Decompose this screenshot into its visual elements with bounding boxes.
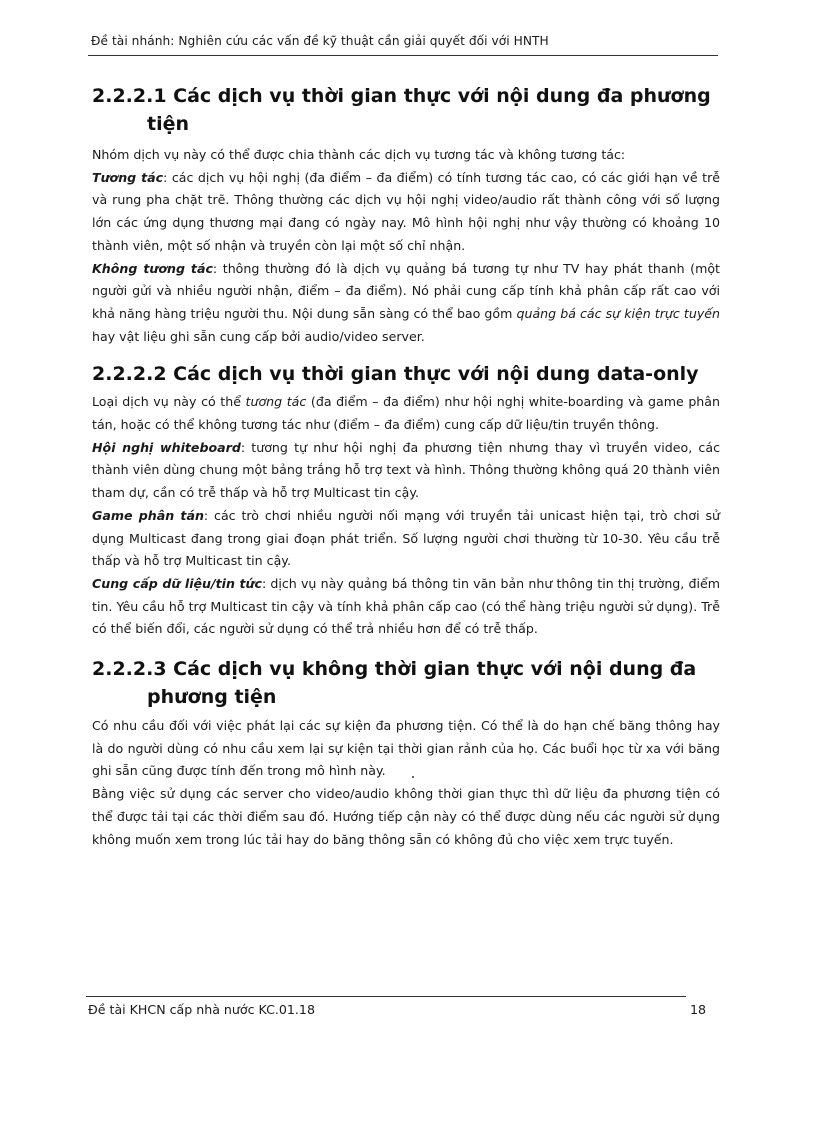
document-body <box>92 82 720 851</box>
page-number: 18 <box>690 1002 707 1017</box>
paragraph-text: : tương tự như hội nghị đa phương tiện nhưng thay vì truyền video, các thành viên dùng chung một bảng trắng hỗ trợ text và hình. Thông thường không quá 20 thành viên tham dự, cần có trễ thấp và hỗ trợ Multicast tin cậy. <box>92 439 720 501</box>
paragraph <box>92 505 720 573</box>
paragraph: Bằng việc sử dụng các server cho video/audio không thời gian thực thì dữ liệu đa phương tiện có thể được tải tại các thời điểm sau đó. Hướng tiếp cận này có thể được dùng nếu các người sử dụng không muốn xem trong lúc tải hay do băng thông sẵn có không đủ cho việc xem trực tuyến. <box>92 786 720 847</box>
italic-phrase: tương tác <box>245 394 307 410</box>
term-label: Tương tác <box>92 169 164 185</box>
heading-line-1: 2.2.2.1 Các dịch vụ thời gian thực với nội dung đa phương <box>92 85 711 107</box>
section-heading-2-2-2-3 <box>92 655 720 711</box>
paragraph <box>92 573 720 641</box>
footer-project-label: Đề tài KHCN cấp nhà nước KC.01.18 <box>88 1002 315 1017</box>
term-label: Game phân tán <box>92 507 204 523</box>
paragraph-text: : các dịch vụ hội nghị (đa điểm – đa điểm) có tính tương tác cao, có các giới hạn về trễ và rung pha chặt trẽ. Thông thường các dịch vụ hội nghị video/audio rất thành công với số lượng lớn các ứng dụng thương mại đang có ngày nay. Mô hình hội nghị như vậy thường có khoảng 10 thành viên, một số nhận và truyền còn lại một số chỉ nhận. <box>92 169 720 253</box>
paragraph-text: (đa điểm – đa điểm) như hội nghị white-boarding và game phân tán, hoặc có thể không tương tác như (điểm – đa điểm) cung cấp dữ liệu/tin truyền thông. <box>92 394 720 433</box>
paragraph <box>92 258 720 349</box>
header-divider <box>88 55 718 56</box>
scan-speck <box>412 776 414 778</box>
paragraph: Có nhu cầu đối với việc phát lại các sự kiện đa phương tiện. Có thể là do hạn chế băng thông hay là do người dùng có nhu cầu xem lại sự kiện tại thời gian rảnh của họ. Các buổi học từ xa với băng ghi sẵn cũng được tính đến trong mô hình này. <box>92 718 720 779</box>
paragraph <box>92 391 720 436</box>
section-heading-2-2-2-1 <box>92 82 720 138</box>
paragraph-text: : thông thường đó là dịch vụ quảng bá tương tự như TV hay phát thanh (một người gửi và nhiều người nhận, điểm – đa điểm). Nó phải cung cấp tính khả phân cấp rất cao với khả năng hàng triệu người thu. Nội dung sẵn sàng có thể bao gồm <box>92 260 720 321</box>
paragraph-text: hay vật liệu ghi sẵn cung cấp bởi audio/video server. <box>92 328 425 344</box>
paragraph-text: : các trò chơi nhiều người nối mạng với truyền tải unicast hiện tại, trò chơi sử dụng Multicast đang trong giai đoạn phát triển. Số lượng người chơi thường từ 10-30. Yêu cầu trễ thấp và hỗ trợ Multicast tin cậy. <box>92 507 720 569</box>
paragraph-text: : dịch vụ này quảng bá thông tin văn bản như thông tin thị trường, điểm tin. Yêu cầu hỗ trợ Multicast tin cậy và tính khả phân cấp cao (có thể hàng triệu người sử dụng). Trễ có thể biến đổi, các người sử dụng có thể trả nhiều hơn để có trễ thấp. <box>92 575 720 637</box>
paragraph <box>92 167 720 258</box>
paragraph <box>92 437 720 505</box>
section-heading-2-2-2-2: 2.2.2.2 Các dịch vụ thời gian thực với nội dung data-only <box>92 363 699 386</box>
heading-line-1: 2.2.2.3 Các dịch vụ không thời gian thực với nội dung đa <box>92 658 697 681</box>
paragraph: Nhóm dịch vụ này có thể được chia thành các dịch vụ tương tác và không tương tác: <box>92 147 626 162</box>
footer-divider <box>86 996 686 997</box>
heading-line-2: phương tiện <box>147 686 277 709</box>
italic-phrase: quảng bá các sự kiện trực tuyến <box>516 305 721 321</box>
page-header: Đề tài nhánh: Nghiên cứu các vấn đề kỹ thuật cần giải quyết đối với HNTH <box>91 34 549 48</box>
paragraph-text: Loại dịch vụ này có thể <box>92 394 246 410</box>
heading-line-2: tiện <box>147 113 190 135</box>
term-label: Cung cấp dữ liệu/tin tức <box>92 575 262 591</box>
term-label: Không tương tác <box>92 260 213 276</box>
term-label: Hội nghị whiteboard <box>92 439 241 455</box>
